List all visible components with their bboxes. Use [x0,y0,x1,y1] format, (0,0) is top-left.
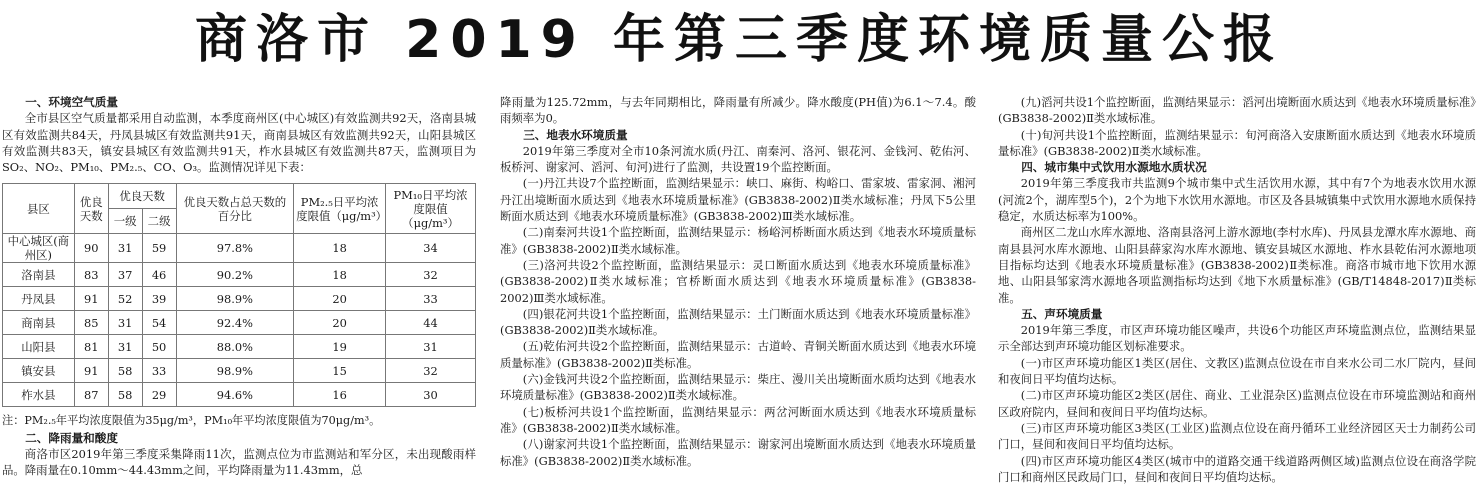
air-quality-table [2,183,476,407]
river-result-paragraph: (九)滔河共设1个监控断面，监测结果显示：滔河出境断面水质达到《地表水环境质量标准》(GB3838-2002)Ⅱ类水域标准。 [998,95,1476,126]
section-heading-noise: 五、声环境质量 [1021,306,1103,321]
table-row [3,287,476,311]
cell-good-days: 87 [74,383,108,407]
cell-grade1: 58 [108,359,142,383]
cell-grade1: 31 [108,311,142,335]
cell-county: 山阳县 [3,335,75,359]
cell-percentage: 90.2% [176,263,294,287]
cell-county: 商南县 [3,311,75,335]
river-result-paragraph: (三)洛河共设2个监控断面，监测结果显示：灵口断面水质达到《地表水环境质量标准》(GB3838-2002)Ⅱ类水域标准；官桥断面水质达到《地表水环境质量标准》(GB3838-2002)Ⅲ类水域标准。 [500,257,976,305]
header-pm10: PM₁₀日平均浓度限值（μg/m³） [386,184,476,234]
cell-grade1: 31 [108,234,142,263]
cell-percentage: 98.9% [176,359,294,383]
noise-intro-paragraph: 2019年第三季度，市区声环境功能区噪声，共设6个功能区声环境监测点位，监测结果显示全部达到声环境功能区划标准要求。 [998,323,1476,354]
cell-county: 洛南县 [3,263,75,287]
cell-percentage: 92.4% [176,311,294,335]
drinking-water-paragraph: 2019年第三季度我市共监测9个城市集中式生活饮用水源，其中有7个为地表水饮用水源(河流2个，湖库型5个)，2个为地下水饮用水源地。市区及各县城镇集中式饮用水源地水质保持稳定，水质达标率为100%。 [998,176,1476,224]
cell-pm10: 31 [386,335,476,359]
river-result-paragraph: (七)板桥河共设1个监控断面，监测结果显示：两岔河断面水质达到《地表水环境质量标准》(GB3838-2002)Ⅱ类水域标准。 [500,404,976,435]
noise-zone-paragraph: (二)市区声环境功能区2类区(居住、商业、工业混杂区)监测点位设在市环境监测站和商州区政府院内，昼间和夜间日平均值均达标。 [998,388,1476,419]
cell-percentage: 98.9% [176,287,294,311]
cell-pm25: 19 [294,335,386,359]
cell-pm25: 18 [294,263,386,287]
cell-pm10: 32 [386,263,476,287]
cell-grade2: 39 [142,287,176,311]
table-row [3,383,476,407]
table-row [3,359,476,383]
column-1 [2,94,476,499]
cell-good-days: 85 [74,311,108,335]
table-row [3,263,476,287]
cell-county: 中心城区(商州区) [3,234,75,263]
river-result-paragraph: (二)南秦河共设1个监控断面，监测结果显示：杨峪河桥断面水质达到《地表水环境质量标准》(GB3838-2002)Ⅱ类水域标准。 [500,225,976,256]
cell-pm10: 34 [386,234,476,263]
river-result-paragraph: (四)银花河共设1个监控断面，监测结果显示：土门断面水质达到《地表水环境质量标准》(GB3838-2002)Ⅱ类水域标准。 [500,306,976,338]
cell-good-days: 81 [74,335,108,359]
section-heading-surface-water: 三、地表水环境质量 [523,127,628,142]
cell-pm25: 15 [294,359,386,383]
cell-percentage: 88.0% [176,335,294,359]
surface-water-intro: 2019年第三季度对全市10条河流水质(丹江、南秦河、洛河、银花河、金钱河、乾佑河、板桥河、谢家河、滔河、旬河)进行了监测，共设置19个监控断面。 [500,143,976,175]
header-good-days-group: 优良天数 [108,184,176,209]
noise-zone-paragraph: (四)市区声环境功能区4类区(城市中的道路交通干线道路两侧区域)监测点位设在商洛学院门口和商州区民政局门口，昼间和夜间日平均值均达标。 [998,453,1476,484]
cell-pm10: 44 [386,311,476,335]
cell-grade2: 33 [142,359,176,383]
cell-county: 柞水县 [3,383,75,407]
header-pm25: PM₂.₅日平均浓度限值（μg/m³） [294,184,386,234]
river-result-paragraph: (一)丹江共设7个监控断面，监测结果显示：峡口、麻街、构峪口、雷家坡、雷家洞、湘河丹江出境断面水质达到《地表水环境质量标准》(GB3838-2002)Ⅱ类水域标准；丹凤下5公里断面水质达到《地表水环境质量标准》(GB3838-2002)Ⅲ类水域标准。 [500,176,976,224]
noise-zone-paragraph: (三)市区声环境功能区3类区(工业区)监测点位设在商丹循环工业经济园区天士力制药公司门口，昼间和夜间日平均值均达标。 [998,420,1476,452]
river-result-paragraph: (八)谢家河共设1个监控断面，监测结果显示：谢家河出境断面水质达到《地表水环境质量标准》(GB3838-2002)Ⅱ类水域标准。 [500,437,976,468]
header-grade2: 二级 [142,209,176,234]
page-title: 商洛市 2019 年第三季度环境质量公报 [195,10,1284,70]
header-grade1: 一级 [108,209,142,234]
cell-county: 丹凤县 [3,287,75,311]
table-note: 注：PM₂.₅年平均浓度限值为35μg/m³，PM₁₀年平均浓度限值为70μg/m³。 [2,414,381,428]
cell-grade1: 37 [108,263,142,287]
table-row [3,311,476,335]
cell-pm25: 20 [294,311,386,335]
cell-grade2: 46 [142,263,176,287]
table-row [3,335,476,359]
column-2 [500,94,976,499]
cell-pm25: 20 [294,287,386,311]
cell-pm25: 16 [294,383,386,407]
header-good-days: 优良天数 [74,184,108,234]
cell-good-days: 90 [74,234,108,263]
cell-good-days: 91 [74,359,108,383]
cell-grade2: 29 [142,383,176,407]
section-heading-air: 一、环境空气质量 [25,95,118,109]
header-county: 县区 [3,184,75,234]
cell-county: 镇安县 [3,359,75,383]
column-3 [998,94,1476,499]
cell-grade2: 50 [142,335,176,359]
cell-pm25: 18 [294,234,386,263]
rainfall-paragraph: 商洛市区2019年第三季度采集降雨11次，监测点位为市监测站和军分区，未出现酸雨样品。降雨量在0.10mm～44.43mm之间，平均降雨量为11.43mm，总 [2,447,476,478]
cell-pm10: 33 [386,287,476,311]
cell-percentage: 97.8% [176,234,294,263]
air-quality-paragraph: 全市县区空气质量都采用自动监测，本季度商州区(中心城区)有效监测共92天，洛南县城区有效监测共84天，丹凤县城区有效监测共91天，商南县城区有效监测共92天，山阳县城区有效监测共83天，镇安县城区有效监测共91天，柞水县城区有效监测共87天，监测项目为SO₂、NO₂、PM₁₀、PM₂.₅、CO、O₃。监测情况详见下表： [2,111,476,175]
cell-grade2: 59 [142,234,176,263]
river-result-paragraph: (十)旬河共设1个监控断面，监测结果显示：旬河商洛入安康断面水质达到《地表水环境质量标准》(GB3838-2002)Ⅱ类水域标准。 [998,127,1476,158]
section-heading-rainfall: 二、降雨量和酸度 [25,430,118,445]
river-result-paragraph: (五)乾佑河共设2个监控断面，监测结果显示：古道岭、青铜关断面水质达到《地表水环境质量标准》(GB3838-2002)Ⅱ类标准。 [500,339,976,370]
cell-pm10: 32 [386,359,476,383]
cell-grade1: 58 [108,383,142,407]
section-heading-drinking-water: 四、城市集中式饮用水源地水质状况 [1021,160,1207,175]
header-percentage: 优良天数占总天数的百分比 [176,184,294,234]
cell-good-days: 83 [74,263,108,287]
cell-grade1: 52 [108,287,142,311]
river-result-paragraph: (六)金钱河共设2个监控断面，监测结果显示：柴庄、漫川关出境断面水质均达到《地表水环境质量标准》(GB3838-2002)Ⅱ类水域标准。 [500,372,976,403]
cell-grade1: 31 [108,335,142,359]
rainfall-continued-paragraph: 降雨量为125.72mm，与去年同期相比，降雨量有所减少。降水酸度(PH值)为6.1～7.4。酸雨频率为0。 [500,95,976,126]
noise-zone-paragraph: (一)市区声环境功能区1类区(居住、文教区)监测点位设在市自来水公司二水厂院内，昼间和夜间日平均值均达标。 [998,355,1476,387]
cell-good-days: 91 [74,287,108,311]
cell-percentage: 94.6% [176,383,294,407]
cell-pm10: 30 [386,383,476,407]
table-row [3,234,476,263]
drinking-water-paragraph: 商州区二龙山水库水源地、洛南县洛河上游水源地(李村水库)、丹凤县龙潭水库水源地、商南县县河水库水源地、山阳县薛家沟水库水源地、镇安县城区水源地、柞水县乾佑河水源地项目指标均达到《地表水环境质量标准》(GB3838-2002)Ⅱ类标准。商洛市城市地下饮用水源地、山阳县邹家湾水源地各项监测指标均达到《地下水质量标准》(GB/T14848-2017)Ⅱ类标准。 [998,225,1476,305]
cell-grade2: 54 [142,311,176,335]
